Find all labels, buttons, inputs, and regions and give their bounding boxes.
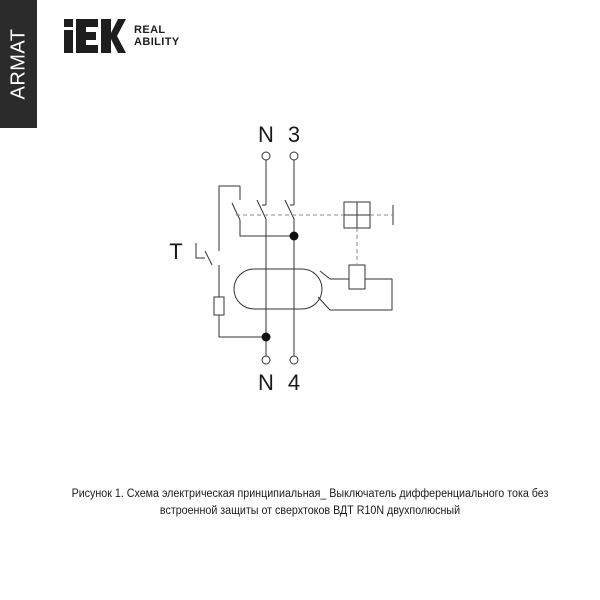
terminal-top-n (262, 152, 270, 160)
side-tab-label: ARMAT (7, 28, 29, 100)
terminal-bottom-4 (290, 356, 298, 364)
figure-caption (59, 486, 561, 520)
pole-n-contact (257, 200, 266, 219)
terminal-top-n-label: N (258, 122, 274, 147)
test-button-icon (196, 243, 205, 258)
pole-3-contact (285, 200, 294, 219)
tagline-line2: ABILITY (134, 36, 180, 48)
terminal-bottom-4-label: 4 (287, 370, 301, 395)
terminal-bottom-n (262, 356, 270, 364)
circuit-lines (196, 152, 393, 364)
terminal-bottom-n-label: N (258, 370, 274, 395)
test-circuit-top (219, 186, 240, 237)
test-button-label: T (169, 239, 183, 264)
junction-dot-upper (290, 232, 299, 241)
caption-line1: Рисунок 1. Схема электрическая принципиальная_ Выключатель дифференциального тока без (71, 488, 549, 500)
differential-transformer (234, 269, 322, 309)
test-contact (232, 203, 240, 220)
trip-relay (349, 265, 365, 289)
tagline-line1: REAL (134, 24, 166, 36)
caption-line2: встроенной защиты от сверхтоков ВДТ R10N двухполюсный (159, 505, 461, 517)
terminal-top-3-label: 3 (287, 122, 301, 147)
terminal-top-3 (290, 152, 298, 160)
junction-dot-lower (262, 333, 271, 342)
test-resistor (214, 297, 224, 315)
